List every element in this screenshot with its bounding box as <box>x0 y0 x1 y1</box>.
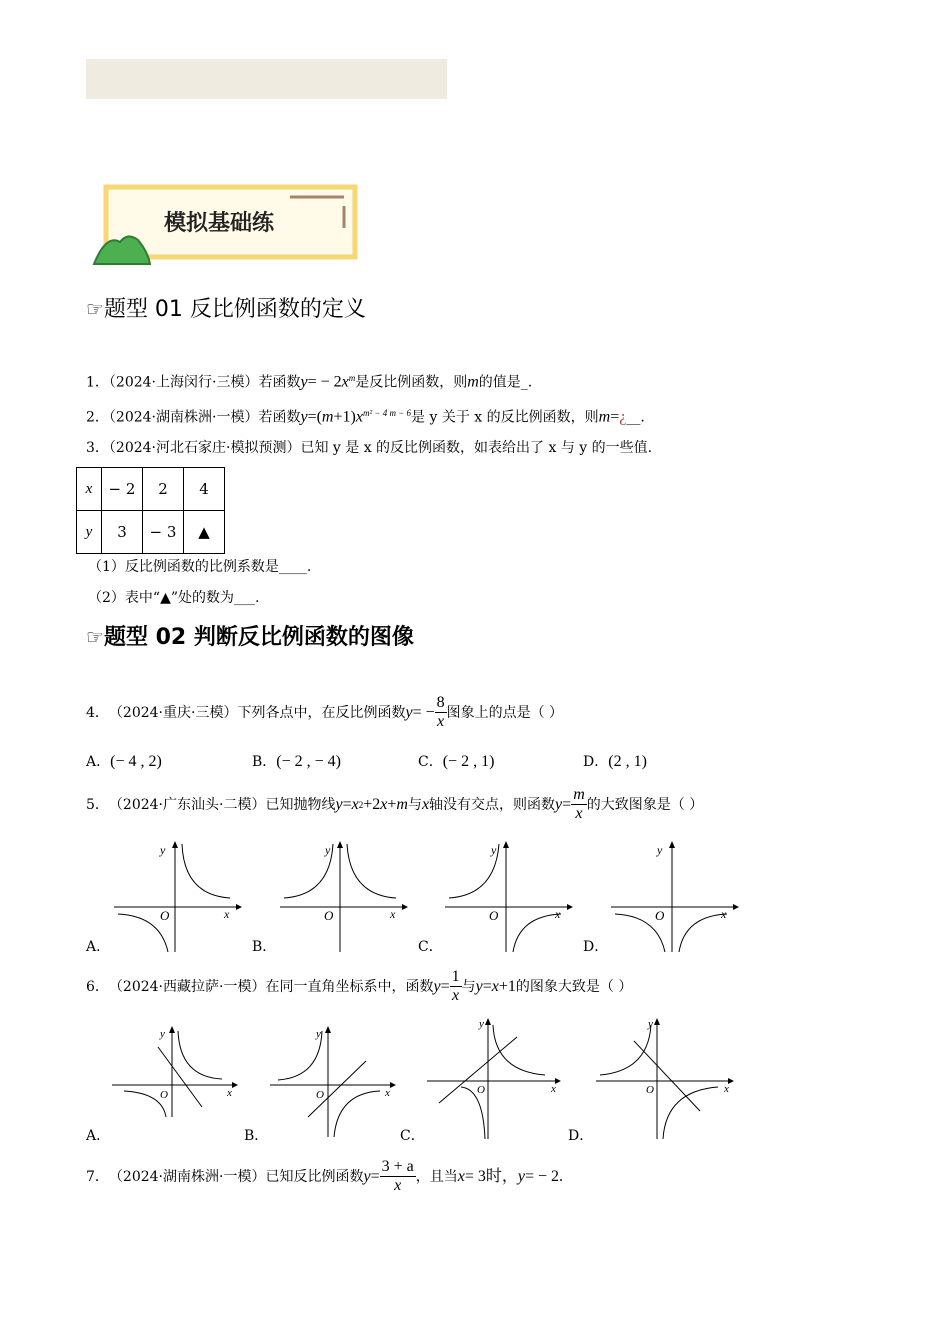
q5-graph-a[interactable] <box>112 840 242 955</box>
option-a[interactable]: A．(− 4 , 2) <box>86 753 162 770</box>
question-3-sub-1: （1）反比例函数的比例系数是____. <box>88 559 312 575</box>
q6-graph-a[interactable] <box>110 1025 238 1120</box>
q6-graph-c[interactable] <box>425 1015 561 1140</box>
section-heading-01 <box>86 292 366 323</box>
q5-option-c[interactable]: C． <box>418 939 443 955</box>
question-3: 3．（2024·河北石家庄·模拟预测）已知 y 是 x 的反比例函数，如表给出了 x 与 y 的一些值. <box>86 440 653 456</box>
option-b[interactable]: B．(− 2 , − 4) <box>252 753 341 770</box>
values-table <box>76 467 225 554</box>
svg-text:x: x <box>555 907 561 921</box>
q6-graph-b[interactable] <box>268 1025 396 1140</box>
svg-text:O: O <box>655 908 665 923</box>
pointing-hand-icon: ☞ <box>86 297 104 321</box>
table-row: x − 2 2 4 <box>77 468 225 511</box>
q5-option-d[interactable]: D． <box>583 939 609 955</box>
svg-text:y: y <box>160 1028 165 1040</box>
q5-graph-b[interactable] <box>278 840 408 955</box>
q6-graph-d[interactable] <box>594 1015 734 1140</box>
fraction: $\frac{3 + a}{x}$ <box>381 1158 414 1194</box>
option-c[interactable]: C．(− 2 , 1) <box>418 753 495 770</box>
question-2: 2．（2024·湖南株洲·一模）若函数$y=(m+1)x^{m^2 - 4 m - 6}$是 y 关于 x 的反比例函数，则m=¿__. <box>86 408 645 426</box>
svg-text:x: x <box>385 1087 390 1099</box>
svg-text:x: x <box>390 907 396 921</box>
svg-text:O: O <box>646 1084 654 1096</box>
svg-text:x: x <box>724 1083 729 1095</box>
svg-text:y: y <box>479 1018 484 1030</box>
fraction: $\frac{8}{x}$ <box>436 694 445 730</box>
svg-text:y: y <box>316 1028 321 1040</box>
question-1: 1．（2024·上海闵行·三模）若函数$y= - 2x^m$是反比例函数，则m的值是_. <box>86 373 533 391</box>
svg-text:O: O <box>324 908 334 923</box>
q5-graph-d[interactable] <box>609 840 739 955</box>
table-row: y 3 − 3 ▲ <box>77 511 225 554</box>
q6-option-d[interactable]: D． <box>568 1128 594 1144</box>
q6-option-b[interactable]: B． <box>244 1128 269 1144</box>
svg-text:O: O <box>316 1089 324 1101</box>
q6-option-c[interactable]: C． <box>400 1128 425 1144</box>
q5-graph-c[interactable] <box>443 840 573 955</box>
svg-text:y: y <box>160 843 166 857</box>
question-3-sub-2: （2）表中“▲”处的数为___. <box>88 590 260 606</box>
q6-option-a[interactable]: A． <box>86 1128 111 1144</box>
question-5: 5． （2024·广东汕头·二模）已知抛物线 y = x 2 +2 x + m 与 x 轴没有交点，则函数 y = $\frac{m}{x}$ 的大致图象是（ ） <box>86 786 704 822</box>
question-7: 7． （2024·湖南株洲·一模）已知反比例函数 y = $\frac{3 + a}{x}$ ，且当 x = 3时， y = − 2. <box>86 1158 564 1194</box>
svg-text:O: O <box>160 1089 168 1101</box>
svg-text:y: y <box>657 843 663 857</box>
fraction: $\frac{1}{x}$ <box>451 968 460 1004</box>
section-heading-02 <box>86 620 414 651</box>
q5-option-a[interactable]: A． <box>86 939 111 955</box>
badge-title: 模拟基础练 <box>164 211 275 236</box>
section-badge <box>92 184 360 266</box>
fraction: $\frac{m}{x}$ <box>573 786 585 822</box>
section-title: 题型 01 反比例函数的定义 <box>103 297 366 322</box>
svg-text:y: y <box>648 1018 653 1030</box>
pointing-hand-icon: ☞ <box>86 625 104 649</box>
svg-text:x: x <box>227 1087 232 1099</box>
svg-text:y: y <box>491 843 497 857</box>
q5-option-b[interactable]: B． <box>252 939 277 955</box>
question-6: 6． （2024·西藏拉萨·一模）在同一直角坐标系中，函数 y = $\frac{1}{x}$ 与 y = x +1 的图象大致是（ ） <box>86 968 633 1004</box>
svg-text:O: O <box>160 908 170 923</box>
svg-text:x: x <box>224 907 230 921</box>
question-4: 4． （2024·重庆·三模）下列各点中，在反比例函数 y = − $\frac{8}{x}$ 图象上的点是（ ） <box>86 694 564 730</box>
svg-text:x: x <box>721 907 727 921</box>
header-band <box>86 59 447 99</box>
svg-text:O: O <box>477 1084 485 1096</box>
svg-text:y: y <box>325 843 331 857</box>
section-title: 题型 02 判断反比例函数的图像 <box>103 625 414 650</box>
option-d[interactable]: D．(2 , 1) <box>583 753 647 770</box>
svg-text:x: x <box>551 1083 556 1095</box>
svg-text:O: O <box>489 908 499 923</box>
